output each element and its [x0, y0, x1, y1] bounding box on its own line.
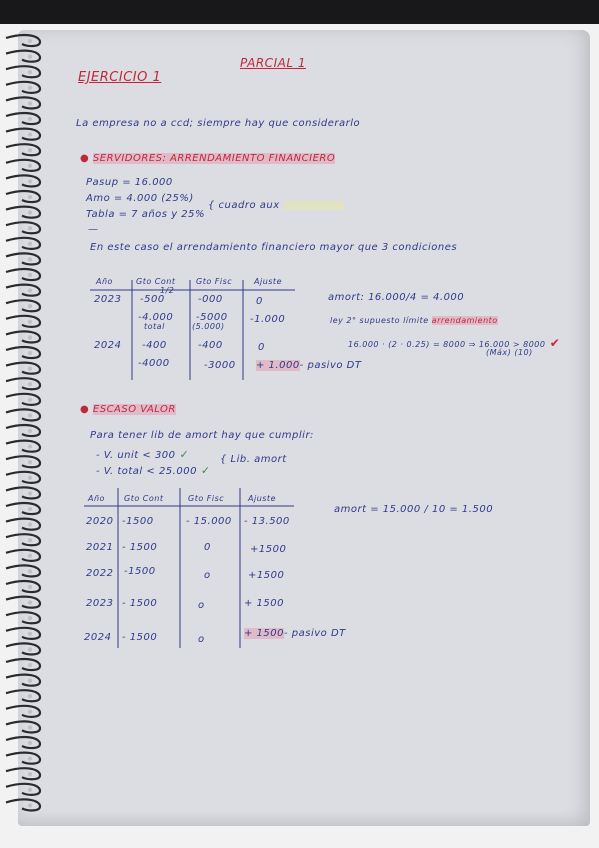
spiral-hole [28, 195, 32, 199]
t1-amort-note: amort: 16.000/4 = 4.000 [328, 292, 465, 303]
spiral-coil [6, 35, 40, 46]
spiral-binding [0, 30, 48, 830]
spiral-hole [28, 772, 32, 776]
spiral-hole [28, 538, 32, 542]
spiral-coil [6, 784, 40, 795]
t1-r2-cont: -4.000 [138, 312, 174, 323]
spiral-coil [6, 472, 40, 483]
spiral-hole [28, 366, 32, 370]
spiral-hole [28, 756, 32, 760]
spiral-coil [6, 659, 40, 670]
t2-r4-year: 2023 [86, 598, 114, 609]
pasup-line: Pasup = 16.000 [86, 177, 173, 188]
spiral-hole [28, 554, 32, 558]
t1-r3-year: 2024 [94, 340, 122, 351]
spiral-hole [28, 304, 32, 308]
spiral-hole [28, 429, 32, 433]
ejercicio-title: EJERCICIO 1 [78, 70, 162, 85]
spiral-hole [28, 39, 32, 43]
spiral-hole [28, 382, 32, 386]
spiral-hole [28, 288, 32, 292]
t1-r4-cont: -4000 [138, 358, 170, 369]
spiral-coil [6, 721, 40, 732]
spiral-coil [6, 706, 40, 717]
section2-brace: { Lib. amort [220, 454, 287, 465]
section2-title: ● ESCASO VALOR [80, 404, 176, 415]
amo-line: Amo = 4.000 (25%) [86, 193, 194, 204]
notebook-page [18, 30, 590, 826]
t1-r4-ajuste: + 1.000 [256, 360, 300, 371]
spiral-hole [28, 694, 32, 698]
brace-note-text: { cuadro aux [208, 200, 280, 211]
spiral-hole [28, 476, 32, 480]
cond1-text: - V. unit < 300 [96, 450, 176, 461]
spiral-coil [6, 409, 40, 420]
t2-r5-fisc: o [198, 634, 205, 645]
spiral-coil [6, 768, 40, 779]
spiral-coil [6, 316, 40, 327]
t2-r3-fisc: o [204, 570, 211, 581]
t2-r2-fisc: 0 [204, 542, 211, 553]
spiral-hole [28, 257, 32, 261]
spiral-coil [6, 269, 40, 280]
spiral-coil [6, 97, 40, 108]
t2-r3-ajuste: +1500 [248, 570, 285, 581]
spiral-coil [6, 175, 40, 186]
spiral-coil [6, 144, 40, 155]
spiral-coil [6, 581, 40, 592]
t2-r3-cont: -1500 [124, 566, 156, 577]
check-icon: ✓ [175, 448, 190, 461]
spiral-coil [6, 503, 40, 514]
intro-line: La empresa no a ccd; siempre hay que considerarlo [76, 118, 361, 129]
spiral-hole [28, 179, 32, 183]
spiral-hole [28, 741, 32, 745]
spiral-coil [6, 441, 40, 452]
t2-h-ajuste: Ajuste [248, 494, 276, 503]
t1-r3-cont: -400 [142, 340, 167, 351]
spiral-hole [28, 148, 32, 152]
spiral-hole [28, 803, 32, 807]
parcial-title: PARCIAL 1 [240, 56, 306, 70]
spiral-hole [28, 788, 32, 792]
t1-h-fisc: Gto Fisc [196, 277, 233, 286]
spiral-hole [28, 242, 32, 246]
photo-top-edge [0, 0, 599, 24]
spiral-hole [28, 70, 32, 74]
spiral-hole [28, 54, 32, 58]
t2-r1-fisc: - 15.000 [186, 516, 232, 527]
spiral-coil [6, 253, 40, 264]
spiral-hole [28, 491, 32, 495]
t1-r4-tail: - pasivo DT [299, 360, 362, 371]
spiral-hole [28, 710, 32, 714]
t1-r1-cont: -500 [140, 294, 165, 305]
t2-r5-ajuste-wrap [244, 628, 346, 639]
spiral-coil [6, 285, 40, 296]
spiral-hole [28, 647, 32, 651]
spiral-hole [28, 210, 32, 214]
spiral-hole [28, 678, 32, 682]
spiral-hole [28, 663, 32, 667]
spiral-coil [6, 565, 40, 576]
t1-ley-text: ley 2° supuesto límite [330, 316, 432, 325]
spiral-coil [6, 487, 40, 498]
t2-r1-ajuste: - 13.500 [244, 516, 290, 527]
section2-title-text: ESCASO VALOR [92, 404, 176, 415]
tabla-line: Tabla = 7 años y 25% [86, 209, 206, 220]
spiral-hole [28, 86, 32, 90]
t1-r2-fisc: -5000 [196, 312, 228, 323]
t1-r2-ajuste: -1.000 [250, 314, 286, 325]
spiral-coil [6, 643, 40, 654]
spiral-coil [6, 799, 40, 810]
section2-line: Para tener lib de amort hay que cumplir: [90, 430, 314, 441]
t1-r3-ajuste: 0 [258, 342, 265, 353]
dash-mark: — [88, 224, 99, 235]
spiral-hole [28, 117, 32, 121]
spiral-hole [28, 632, 32, 636]
t1-ley-note [330, 316, 498, 325]
t2-r5-year: 2024 [84, 632, 112, 643]
t1-calc-sub: (Máx) (10) [486, 348, 533, 357]
t1-h-cont: Gto Cont [136, 277, 176, 286]
t1-h-ajuste: Ajuste [254, 277, 282, 286]
spiral-hole [28, 600, 32, 604]
t1-r3-fisc: -400 [198, 340, 223, 351]
spiral-coil [6, 519, 40, 530]
t1-ley-highlight: arrendamiento [431, 316, 498, 325]
spiral-coil [6, 222, 40, 233]
t1-r1-ajuste: 0 [256, 296, 263, 307]
spiral-hole [28, 522, 32, 526]
t2-r5-cont: - 1500 [122, 632, 158, 643]
spiral-coil [6, 207, 40, 218]
t2-amort-note: amort = 15.000 / 10 = 1.500 [334, 504, 494, 515]
spiral-coil [6, 300, 40, 311]
cond2-text: - V. total < 25.000 [96, 466, 197, 477]
spiral-coil [6, 238, 40, 249]
section1-note: En este caso el arrendamiento financiero mayor que 3 condiciones [90, 242, 458, 253]
t1-r2-cont-note: total [144, 322, 165, 331]
t1-r1-year: 2023 [94, 294, 122, 305]
spiral-hole [28, 351, 32, 355]
spiral-coil [6, 456, 40, 467]
t2-r5-ajuste: + 1500 [244, 628, 285, 639]
spiral-coil [6, 66, 40, 77]
spiral-coil [6, 331, 40, 342]
spiral-coil [6, 191, 40, 202]
t1-r1-cont-note: 1/2 [160, 286, 175, 295]
spiral-coil [6, 347, 40, 358]
t2-r4-cont: - 1500 [122, 598, 158, 609]
spiral-coil [6, 378, 40, 389]
spiral-coil [6, 129, 40, 140]
t2-r2-cont: - 1500 [122, 542, 158, 553]
spiral-hole [28, 507, 32, 511]
t1-calc-text: 16.000 · (2 · 0.25) = 8000 ⇒ 16.000 > 8000 [348, 340, 546, 349]
spiral-coil [6, 628, 40, 639]
section1-title: ● SERVIDORES: ARRENDAMIENTO FINANCIERO [80, 153, 336, 164]
t1-r2-fisc-note: (5.000) [192, 322, 225, 331]
spiral-coil [6, 737, 40, 748]
t2-r4-fisc: o [198, 600, 205, 611]
spiral-coil [6, 550, 40, 561]
spiral-hole [28, 444, 32, 448]
t1-r4-fisc: -3000 [204, 360, 236, 371]
spiral-hole [28, 226, 32, 230]
spiral-hole [28, 320, 32, 324]
t2-r1-cont: -1500 [122, 516, 154, 527]
spiral-hole [28, 335, 32, 339]
t2-r2-ajuste: +1500 [250, 544, 287, 555]
red-check-icon: ✔ [545, 336, 561, 350]
t1-r1-fisc: -000 [198, 294, 223, 305]
section1-title-text: SERVIDORES: ARRENDAMIENTO FINANCIERO [92, 153, 336, 164]
spiral-hole [28, 413, 32, 417]
spiral-coil [6, 753, 40, 764]
cond1-line [96, 448, 189, 461]
spiral-coil [6, 82, 40, 93]
spiral-coil [6, 363, 40, 374]
spiral-coil [6, 51, 40, 62]
spiral-coil [6, 534, 40, 545]
spiral-coil [6, 690, 40, 701]
t2-r4-ajuste: + 1500 [244, 598, 285, 609]
check-icon: ✓ [196, 464, 211, 477]
spiral-coil [6, 425, 40, 436]
spiral-hole [28, 585, 32, 589]
t2-r2-year: 2021 [86, 542, 114, 553]
spiral-coil [6, 597, 40, 608]
t1-h-year: Año [96, 277, 113, 286]
spiral-coil [6, 160, 40, 171]
spiral-hole [28, 460, 32, 464]
spiral-hole [28, 164, 32, 168]
cond2-line [96, 464, 211, 477]
t2-h-year: Año [88, 494, 105, 503]
spiral-hole [28, 725, 32, 729]
spiral-coil [6, 394, 40, 405]
spiral-hole [28, 569, 32, 573]
t2-h-cont: Gto Cont [124, 494, 164, 503]
t2-r3-year: 2022 [86, 568, 114, 579]
spiral-hole [28, 132, 32, 136]
t2-r5-tail: - pasivo DT [284, 628, 346, 639]
spiral-coil [6, 113, 40, 124]
table1-lines [90, 280, 300, 390]
t1-r4-ajuste-wrap [256, 360, 361, 371]
spiral-hole [28, 616, 32, 620]
spiral-hole [28, 398, 32, 402]
spiral-hole [28, 101, 32, 105]
brace-note [208, 200, 344, 211]
spiral-hole [28, 273, 32, 277]
yellow-highlight [284, 201, 344, 210]
t2-h-fisc: Gto Fisc [188, 494, 225, 503]
spiral-coil [6, 612, 40, 623]
spiral-coil [6, 675, 40, 686]
t2-r1-year: 2020 [86, 516, 114, 527]
